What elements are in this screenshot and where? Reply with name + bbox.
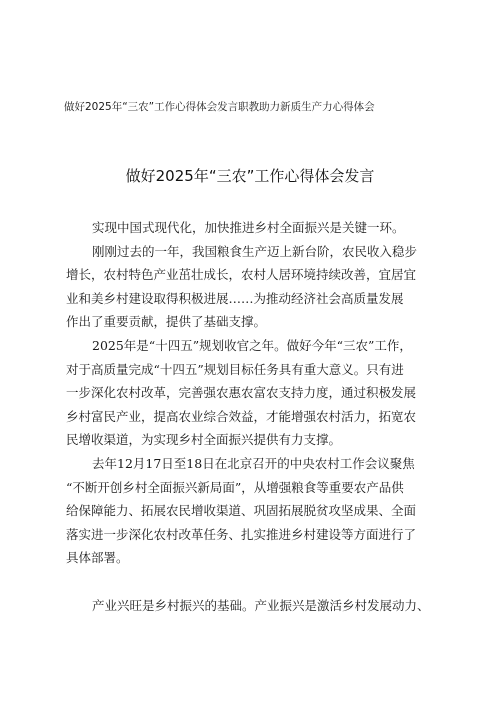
- paragraph-line: 去年12月17日至18日在北京召开的中央农村工作会议聚焦: [92, 455, 415, 471]
- paragraph-3: [66, 334, 444, 452]
- paragraph-line: 一步深化农村改革，完善强农惠农富农支持力度，通过积极发展: [66, 385, 417, 401]
- paragraph-2: [66, 240, 444, 334]
- paragraph-line: 业和美乡村建设取得积极进展……为推动经济社会高质量发展: [66, 290, 404, 306]
- document-header-title: 做好2025年“三农”工作心得体会发言职教助力新质生产力心得体会: [64, 101, 375, 113]
- paragraph-line: 乡村富民产业，提高农业综合效益，才能增强农村活力，拓宽农: [66, 408, 417, 424]
- paragraph-line: 民增收渠道，为实现乡村全面振兴提供有力支撑。: [66, 432, 342, 448]
- paragraph-line: “不断开创乡村全面振兴新局面”，从增强粮食等重要农产品供: [66, 479, 404, 495]
- paragraph-spacer: [66, 570, 444, 594]
- paragraph-line: 实现中国式现代化，加快推进乡村全面振兴是关键一环。: [92, 220, 405, 235]
- paragraph-5: [66, 594, 444, 618]
- paragraph-line: 落实进一步深化农村改革任务、扎实推进乡村建设等方面进行了: [66, 526, 417, 542]
- paragraph-line: 具体部署。: [66, 550, 129, 566]
- paragraph-line: 作出了重要贡献，提供了基础支撑。: [66, 314, 267, 330]
- speech-title: 做好2025年“三农”工作心得体会发言: [125, 167, 375, 185]
- paragraph-line: 刚刚过去的一年，我国粮食生产迈上新台阶，农民收入稳步: [92, 243, 418, 259]
- paragraph-line: 2025年是“十四五”规划收官之年。做好今年“三农”工作，: [92, 337, 412, 353]
- paragraph-4: [66, 452, 444, 570]
- paragraph-line: 给保障能力、拓展农民增收渠道、巩固拓展脱贫攻坚成果、全面: [66, 503, 417, 519]
- paragraph-line: 增长，农村特色产业茁壮成长，农村人居环境持续改善，宜居宜: [66, 267, 417, 283]
- paragraph-1: [66, 216, 444, 240]
- paragraph-line: 对于高质量完成“十四五”规划目标任务具有重大意义。只有进: [66, 361, 404, 377]
- paragraph-line: 产业兴旺是乡村振兴的基础。产业振兴是激活乡村发展动力、: [92, 597, 430, 613]
- speech-body: [66, 216, 444, 618]
